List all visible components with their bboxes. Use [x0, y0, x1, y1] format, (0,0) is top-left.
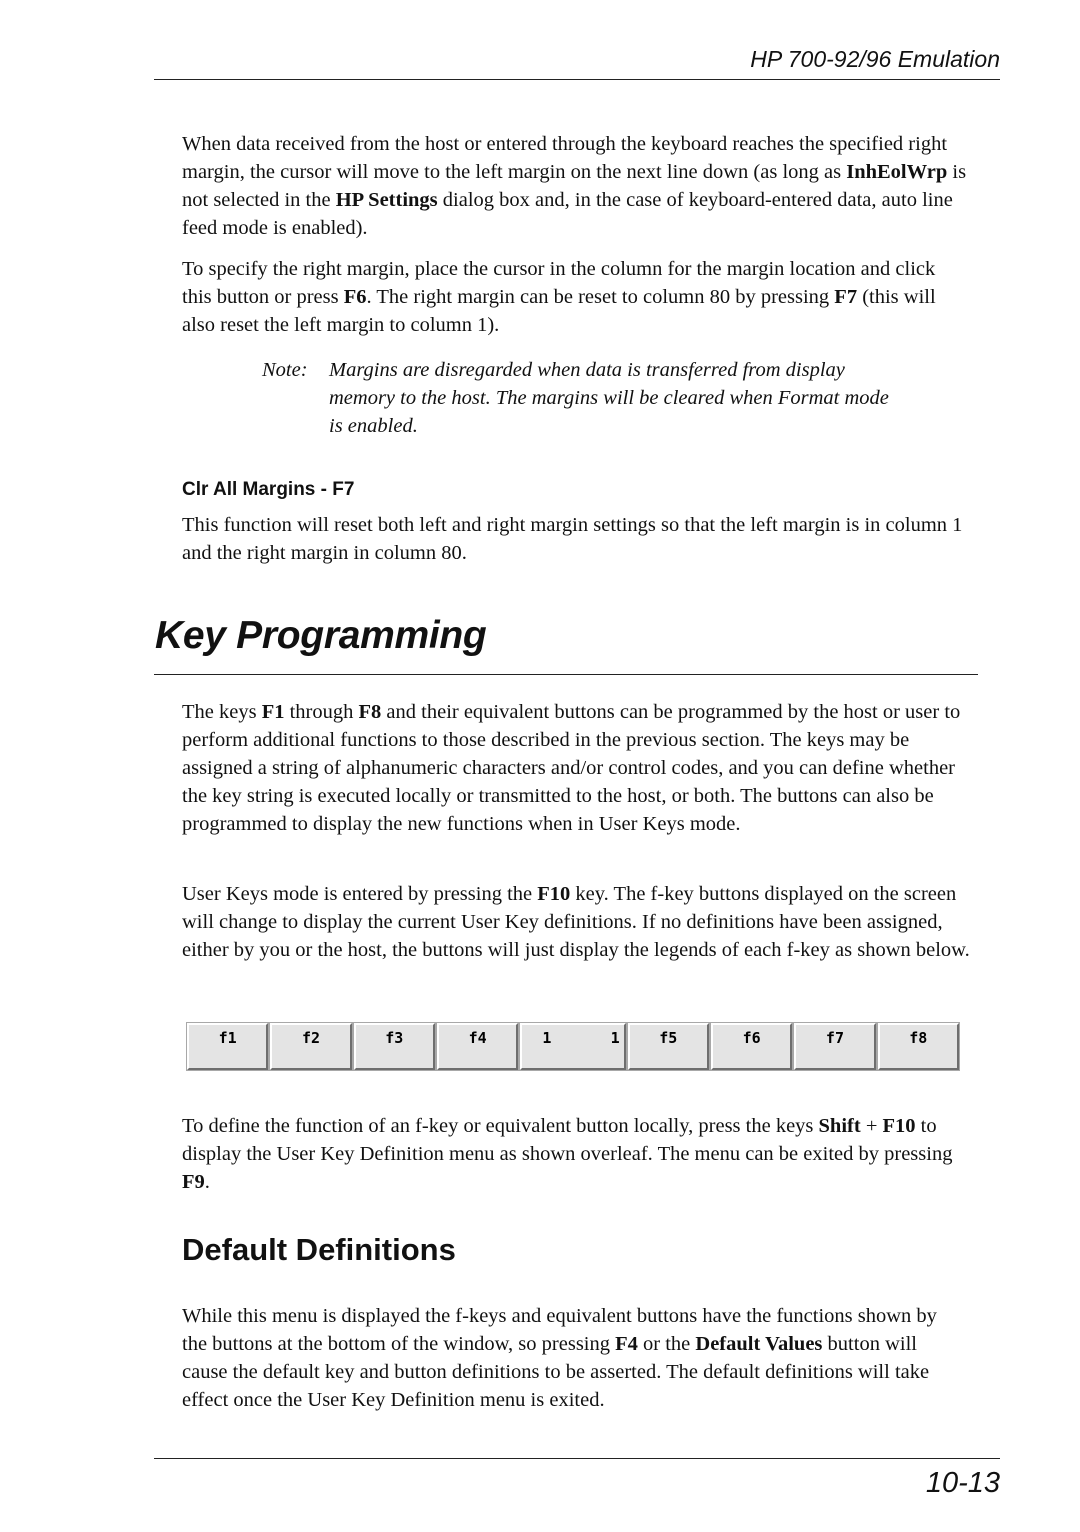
key-programming-paragraph-2: [182, 880, 982, 964]
fkey-button-9[interactable]: f8: [878, 1023, 959, 1070]
fkey-button-4[interactable]: f4: [437, 1023, 518, 1070]
clr-margins-text: This function will reset both left and right margin settings so that the left margin is in column 1 and the right margin in column 80.: [182, 514, 963, 564]
text-run: . The right margin can be reset to column 80 by pressing: [366, 286, 835, 308]
section-rule: [154, 674, 978, 675]
bold-term: F4: [615, 1333, 638, 1355]
text-run: to display the User Key Definition menu as shown overleaf. The menu can be exited by pressing: [182, 1115, 953, 1165]
clr-margins-heading: Clr All Margins - F7: [182, 479, 355, 500]
fkey-button-5[interactable]: [520, 1023, 625, 1070]
bold-term: F1: [261, 701, 285, 723]
fkey-legend-part: 1: [610, 1029, 620, 1047]
default-definitions-paragraph: [182, 1302, 962, 1414]
fkey-button-bar: [186, 1022, 960, 1071]
bold-term: Shift: [818, 1115, 861, 1137]
bold-term: HP Settings: [335, 189, 438, 211]
running-header: HP 700-92/96 Emulation: [750, 46, 1000, 72]
key-programming-paragraph-3: [182, 1112, 982, 1196]
intro-paragraph-2: [182, 255, 962, 339]
text-run: is not selected in the: [182, 161, 967, 211]
text-run: or the: [637, 1333, 696, 1355]
bold-term: F9: [182, 1171, 205, 1193]
fkey-button-2[interactable]: f2: [270, 1023, 351, 1070]
text-run: button will cause the default key and button definitions to be asserted. The default definitions will take effect once the User Key Definition menu is exited.: [182, 1333, 930, 1411]
text-run: User Keys mode is entered by pressing the: [182, 883, 538, 905]
fkey-button-6[interactable]: f5: [628, 1023, 709, 1070]
key-programming-paragraph-1: [182, 698, 980, 838]
fkey-button-8[interactable]: f7: [794, 1023, 875, 1070]
note-text: Margins are disregarded when data is transferred from display memory to the host. The margins will be cleared when Format mode is enabled.: [329, 359, 889, 437]
text-run: .: [204, 1171, 210, 1193]
text-run: +: [860, 1115, 883, 1137]
header-rule: [154, 79, 1000, 80]
intro-paragraph-1: [182, 130, 978, 242]
default-definitions-title: Default Definitions: [182, 1232, 456, 1267]
bold-term: Default Values: [695, 1333, 823, 1355]
bold-term: F7: [834, 286, 858, 308]
text-run: key. The f-key buttons displayed on the screen will change to display the current User Key definitions. If no definitions have been assigned, either by you or the host, the buttons will just display the legends of each f-key as shown below.: [182, 883, 970, 961]
bold-term: InhEolWrp: [846, 161, 948, 183]
page-number: 10-13: [925, 1467, 1000, 1499]
bold-term: F10: [882, 1115, 916, 1137]
text-run: (this will also reset the left margin to column 1).: [182, 286, 936, 336]
fkey-legend-part: 1: [542, 1029, 552, 1047]
text-run: To specify the right margin, place the cursor in the column for the margin location and click this button or press: [182, 258, 936, 308]
footer-rule: [154, 1458, 1000, 1459]
key-programming-title: Key Programming: [155, 614, 487, 657]
fkey-button-3[interactable]: f3: [354, 1023, 435, 1070]
bold-term: F6: [343, 286, 367, 308]
fkey-button-7[interactable]: f6: [711, 1023, 792, 1070]
text-run: The keys: [182, 701, 262, 723]
text-run: and their equivalent buttons can be programmed by the host or user to perform additional functions to those described in the previous section. The keys may be assigned a string of alphanumeric characters and/or control codes, and you can define whether the key string is executed locally or transmitted to the host, or both. The buttons can also be programmed to display the new functions when in User Keys mode.: [182, 701, 961, 835]
bold-term: F10: [537, 883, 571, 905]
text-run: While this menu is displayed the f-keys and equivalent buttons have the functions shown by the buttons at the bottom of the window, so pressing: [182, 1305, 937, 1355]
fkey-button-1[interactable]: f1: [187, 1023, 268, 1070]
note-label: Note:: [262, 359, 308, 381]
text-run: To define the function of an f-key or equivalent button locally, press the keys: [182, 1115, 819, 1137]
text-run: through: [284, 701, 359, 723]
text-run: When data received from the host or entered through the keyboard reaches the specified right margin, the cursor will move to the left margin on the next line down (as long as: [182, 133, 948, 183]
bold-term: F8: [358, 701, 382, 723]
text-run: dialog box and, in the case of keyboard-entered data, auto line feed mode is enabled).: [182, 189, 953, 239]
